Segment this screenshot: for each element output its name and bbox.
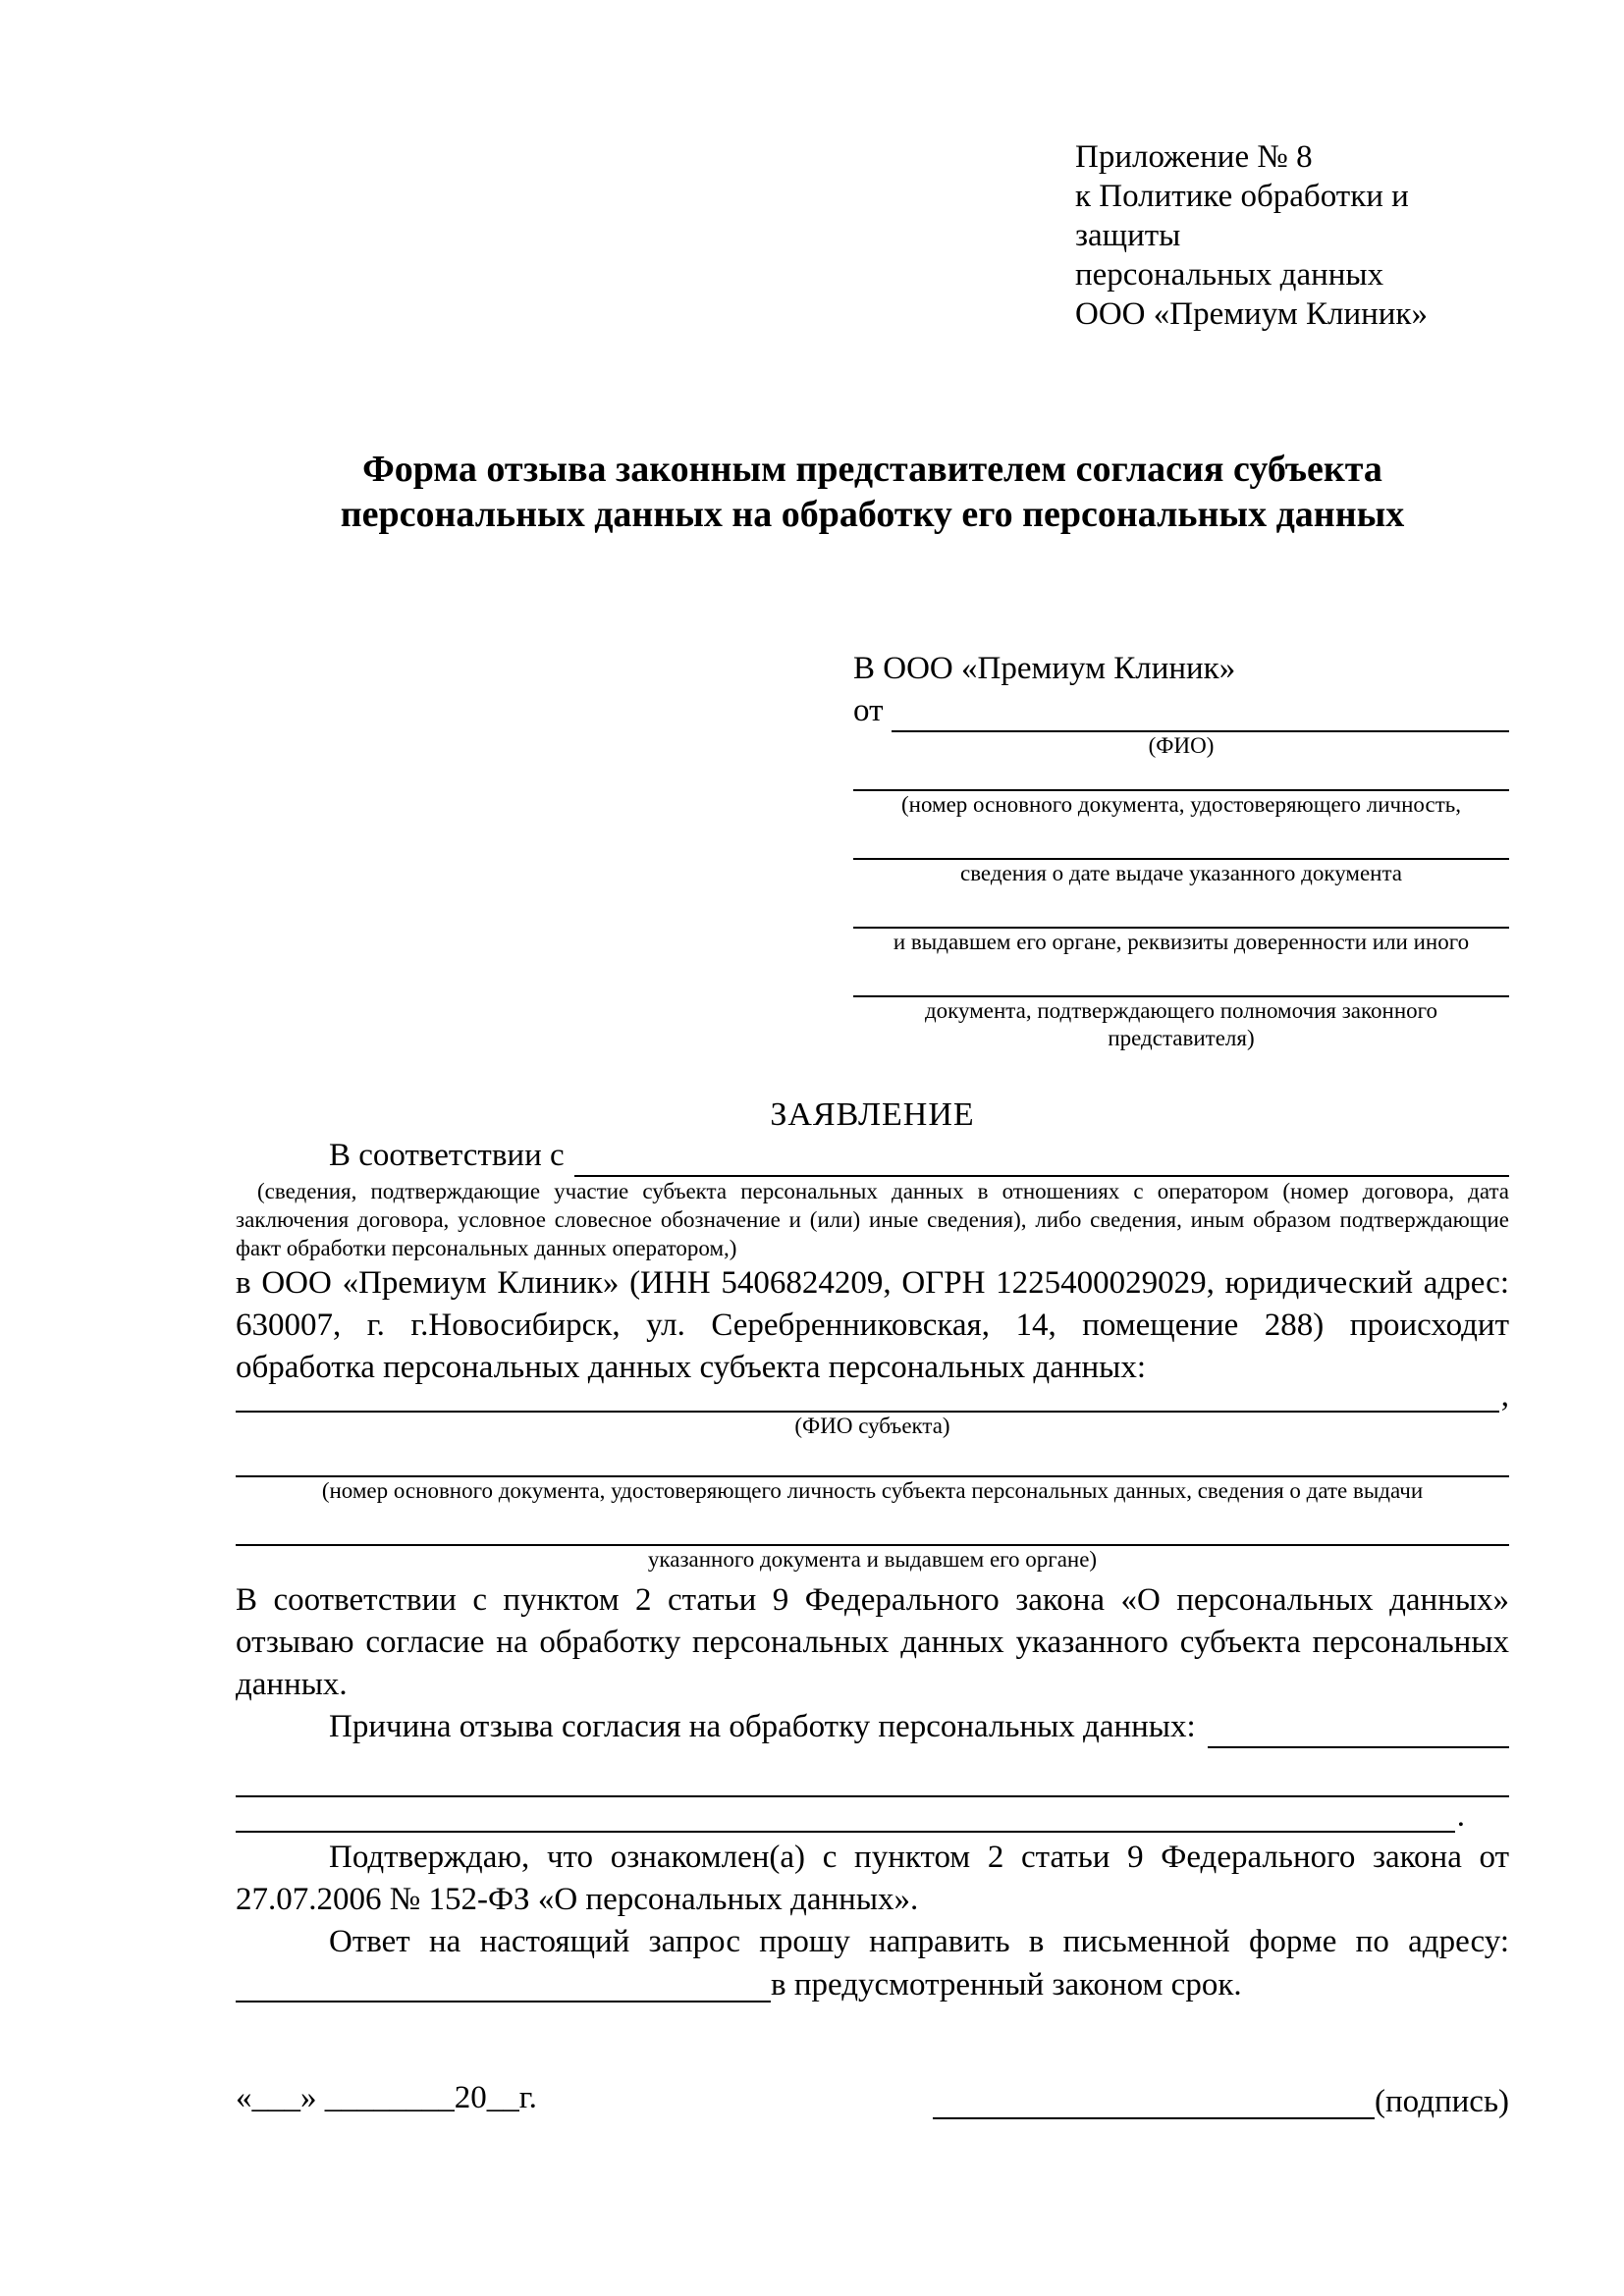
withdraw-paragraph: В соответствии с пунктом 2 статьи 9 Федерального закона «О персональных данных» отзываю согласие на обработку персональных данных указанного субъекта персональных данных. (236, 1582, 1509, 1702)
appendix-block (1075, 137, 1509, 334)
issue-date-blank-field[interactable] (853, 819, 1509, 860)
accordance-note: (сведения, подтверждающие участие субъекта персональных данных в отношениях с оператором (номер договора, дата заключения договора, условное словесное обозначение и (или) иные сведения), либо сведения, иным образом подтверждающие факт обработки персональных данных оператором,) (236, 1179, 1509, 1260)
operator-paragraph: в ООО «Премиум Клиник» (ИНН 5406824209, ОГРН 1225400029029, юридический адрес: 630007, г. г.Новосибирск, ул. Серебренниковская, 14, помещение 288) происходит обработка персональных данных субъекта персональных данных: (236, 1265, 1509, 1385)
document-number-blank-field[interactable] (853, 760, 1509, 791)
document-number-caption: (номер основного документа, удостоверяющего личность, (900, 792, 1461, 817)
fio-caption: (ФИО) (1148, 733, 1215, 758)
date-blank-field[interactable]: «___» ________20__г. (236, 2080, 537, 2115)
confirm-paragraph: Подтверждаю, что ознакомлен(а) с пунктом 2 статьи 9 Федерального закона от 27.07.2006 № 152-ФЗ «О персональных данных». (236, 1840, 1509, 1917)
representative-authority-caption: документа, подтверждающего полномочия законного представителя) (924, 998, 1437, 1050)
subject-fio-caption: (ФИО субъекта) (794, 1414, 950, 1438)
issuing-authority-caption: и выдавшем его органе, реквизиты доверенности или иного (893, 930, 1470, 954)
signature-blank-field[interactable] (933, 2084, 1375, 2119)
signature-caption: (подпись) (1375, 2083, 1509, 2119)
appendix-line: к Политике обработки и защиты (1075, 179, 1409, 253)
reply-request-line: Ответ на настоящий запрос прошу направить в письменной форме по адресу: (329, 1924, 1509, 1959)
accordance-label: В соответствии с (329, 1138, 565, 1173)
from-row (853, 690, 1509, 732)
fio-blank-field[interactable] (892, 690, 1510, 732)
addressee-block (853, 648, 1509, 1052)
issue-date-caption: сведения о дате выдаче указанного документа (959, 861, 1403, 885)
reason-row (236, 1706, 1509, 1748)
reply-tail-text: в предусмотренный законом срок. (771, 1966, 1242, 2002)
reason-blank-field[interactable] (1208, 1706, 1509, 1748)
document-title-line2: персональных данных на обработку его персональных данных (340, 494, 1405, 535)
statement-heading: ЗАЯВЛЕНИЕ (770, 1096, 975, 1133)
subject-fio-row (236, 1378, 1509, 1414)
reply-address-row (236, 1967, 1509, 2002)
appendix-line: Приложение № 8 (1075, 139, 1313, 175)
issuing-authority-blank-field[interactable] (853, 887, 1509, 929)
subject-document-issuer-blank-field[interactable] (236, 1505, 1509, 1546)
subject-document-blank-field[interactable] (236, 1440, 1509, 1477)
addressee-to: В ООО «Премиум Клиник» (853, 651, 1236, 686)
reason-continuation-blank-field[interactable] (236, 1756, 1509, 1797)
appendix-line: ООО «Премиум Клиник» (1075, 296, 1428, 332)
document-title-line1: Форма отзыва законным представителем согласия субъекта (362, 449, 1382, 490)
trailing-period: . (1456, 1798, 1465, 1834)
reply-address-blank-field[interactable] (236, 1967, 771, 2002)
reason-continuation2-blank-field[interactable] (236, 1831, 1455, 1833)
subject-document-caption: (номер основного документа, удостоверяющего личность субъекта персональных данных, сведения о дате выдачи (321, 1478, 1424, 1503)
reason-continuation-row (236, 1797, 1509, 1833)
from-label: от (853, 693, 884, 728)
representative-authority-blank-field[interactable] (853, 956, 1509, 997)
signature-group (933, 2084, 1509, 2119)
appendix-line: персональных данных (1075, 257, 1384, 293)
footer-row (236, 2077, 1509, 2119)
accordance-row (236, 1135, 1509, 1177)
reason-label: Причина отзыва согласия на обработку персональных данных: (329, 1709, 1196, 1744)
document-title (236, 447, 1509, 537)
accordance-blank-field[interactable] (574, 1135, 1509, 1177)
trailing-comma: , (1500, 1378, 1509, 1414)
subject-document-issuer-caption: указанного документа и выдавшем его органе) (647, 1547, 1098, 1572)
